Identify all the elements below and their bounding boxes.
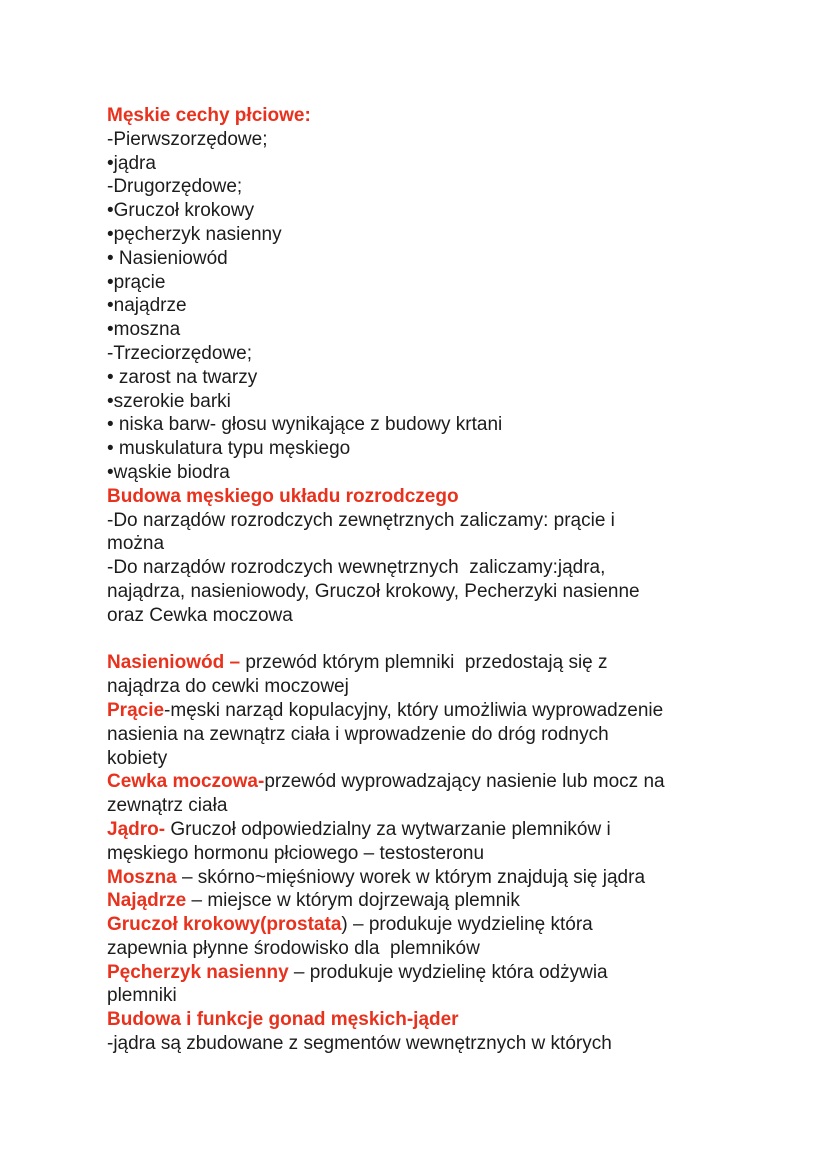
highlighted-term: Prącie bbox=[107, 699, 165, 721]
text-line bbox=[107, 390, 747, 414]
text-line bbox=[107, 866, 747, 890]
section-heading bbox=[107, 485, 747, 509]
section-heading bbox=[107, 1008, 747, 1032]
body-text: najądrza do cewki moczowej bbox=[107, 676, 349, 698]
text-line bbox=[107, 437, 747, 461]
body-text: -Do narządów rozrodczych zewnętrznych zaliczamy: prącie i bbox=[107, 509, 615, 531]
text-line bbox=[107, 770, 747, 794]
body-text: • muskulatura typu męskiego bbox=[107, 438, 351, 460]
body-text: •prącie bbox=[107, 271, 166, 293]
body-text: •szerokie barki bbox=[107, 390, 231, 412]
body-text: •moszna bbox=[107, 319, 181, 341]
text-line bbox=[107, 937, 747, 961]
text-line bbox=[107, 175, 747, 199]
text-line bbox=[107, 413, 747, 437]
body-text: •Gruczoł krokowy bbox=[107, 200, 255, 222]
text-line bbox=[107, 509, 747, 533]
highlighted-term: Jądro- bbox=[107, 818, 171, 840]
document-page bbox=[107, 104, 747, 1056]
highlighted-term: Moszna bbox=[107, 866, 177, 888]
text-line bbox=[107, 271, 747, 295]
body-text: zewnątrz ciała bbox=[107, 795, 228, 817]
body-text: •jądra bbox=[107, 152, 156, 174]
body-text: można bbox=[107, 533, 165, 555]
body-text: -Trzeciorzędowe; bbox=[107, 342, 253, 364]
body-text: • Nasieniowód bbox=[107, 247, 228, 269]
body-text: -Pierwszorzędowe; bbox=[107, 128, 268, 150]
body-text: przewód którym plemniki przedostają się z bbox=[245, 652, 608, 674]
body-text: -Drugorzędowe; bbox=[107, 176, 243, 198]
body-text: nasienia na zewnątrz ciała i wprowadzenie do dróg rodnych bbox=[107, 723, 609, 745]
text-line bbox=[107, 794, 747, 818]
body-text: • niska barw- głosu wynikające z budowy krtani bbox=[107, 414, 503, 436]
highlighted-term: Pęcherzyk nasienny bbox=[107, 961, 289, 983]
body-text: męskiego hormonu płciowego – testosteronu bbox=[107, 842, 485, 864]
text-line bbox=[107, 128, 747, 152]
text-line bbox=[107, 889, 747, 913]
highlighted-term: Najądrze bbox=[107, 890, 187, 912]
body-text: – produkuje wydzielinę która odżywia bbox=[288, 961, 608, 983]
body-text: -męski narząd kopulacyjny, który umożliwia wyprowadzenie bbox=[164, 699, 664, 721]
body-text: przewód wyprowadzający nasienie lub mocz na bbox=[264, 771, 665, 793]
body-text: oraz Cewka moczowa bbox=[107, 604, 293, 626]
text-line bbox=[107, 961, 747, 985]
text-line bbox=[107, 199, 747, 223]
text-line bbox=[107, 223, 747, 247]
text-line bbox=[107, 747, 747, 771]
text-line bbox=[107, 723, 747, 747]
body-text: – skórno~mięśniowy worek w którym znajdują się jądra bbox=[176, 866, 646, 888]
highlighted-term: Budowa i funkcje gonad męskich-jąder bbox=[107, 1009, 459, 1031]
body-text: • zarost na twarzy bbox=[107, 366, 258, 388]
text-line bbox=[107, 842, 747, 866]
text-line bbox=[107, 532, 747, 556]
text-line bbox=[107, 294, 747, 318]
highlighted-term: Gruczoł krokowy(prostata bbox=[107, 914, 342, 936]
text-line bbox=[107, 604, 747, 628]
text-line bbox=[107, 318, 747, 342]
text-line bbox=[107, 1032, 747, 1056]
text-line bbox=[107, 366, 747, 390]
body-text: plemniki bbox=[107, 985, 177, 1007]
text-line bbox=[107, 651, 747, 675]
body-text: ) – produkuje wydzielinę która bbox=[341, 914, 593, 936]
body-text: -Do narządów rozrodczych wewnętrznych zaliczamy:jądra, bbox=[107, 557, 606, 579]
blank-line bbox=[107, 628, 747, 652]
text-line bbox=[107, 913, 747, 937]
text-line bbox=[107, 699, 747, 723]
highlighted-term: Cewka moczowa- bbox=[107, 771, 265, 793]
text-line bbox=[107, 556, 747, 580]
text-line bbox=[107, 580, 747, 604]
highlighted-term: Nasieniowód – bbox=[107, 652, 246, 674]
text-line bbox=[107, 342, 747, 366]
text-line bbox=[107, 461, 747, 485]
body-text: -jądra są zbudowane z segmentów wewnętrznych w których bbox=[107, 1033, 612, 1055]
body-text: – miejsce w którym dojrzewają plemnik bbox=[186, 890, 520, 912]
highlighted-term: Budowa męskiego układu rozrodczego bbox=[107, 485, 459, 507]
text-line bbox=[107, 247, 747, 271]
text-line bbox=[107, 984, 747, 1008]
text-line bbox=[107, 152, 747, 176]
highlighted-term: Męskie cechy płciowe: bbox=[107, 105, 311, 126]
body-text: najądrza, nasieniowody, Gruczoł krokowy, Pecherzyki nasienne bbox=[107, 580, 640, 602]
body-text: kobiety bbox=[107, 747, 168, 769]
text-line bbox=[107, 818, 747, 842]
text-line bbox=[107, 675, 747, 699]
section-heading bbox=[107, 104, 747, 128]
body-text: •wąskie biodra bbox=[107, 461, 230, 483]
body-text: •najądrze bbox=[107, 295, 187, 317]
body-text: Gruczoł odpowiedzialny za wytwarzanie plemników i bbox=[170, 818, 611, 840]
body-text: •pęcherzyk nasienny bbox=[107, 223, 282, 245]
body-text: zapewnia płynne środowisko dla plemników bbox=[107, 937, 480, 959]
